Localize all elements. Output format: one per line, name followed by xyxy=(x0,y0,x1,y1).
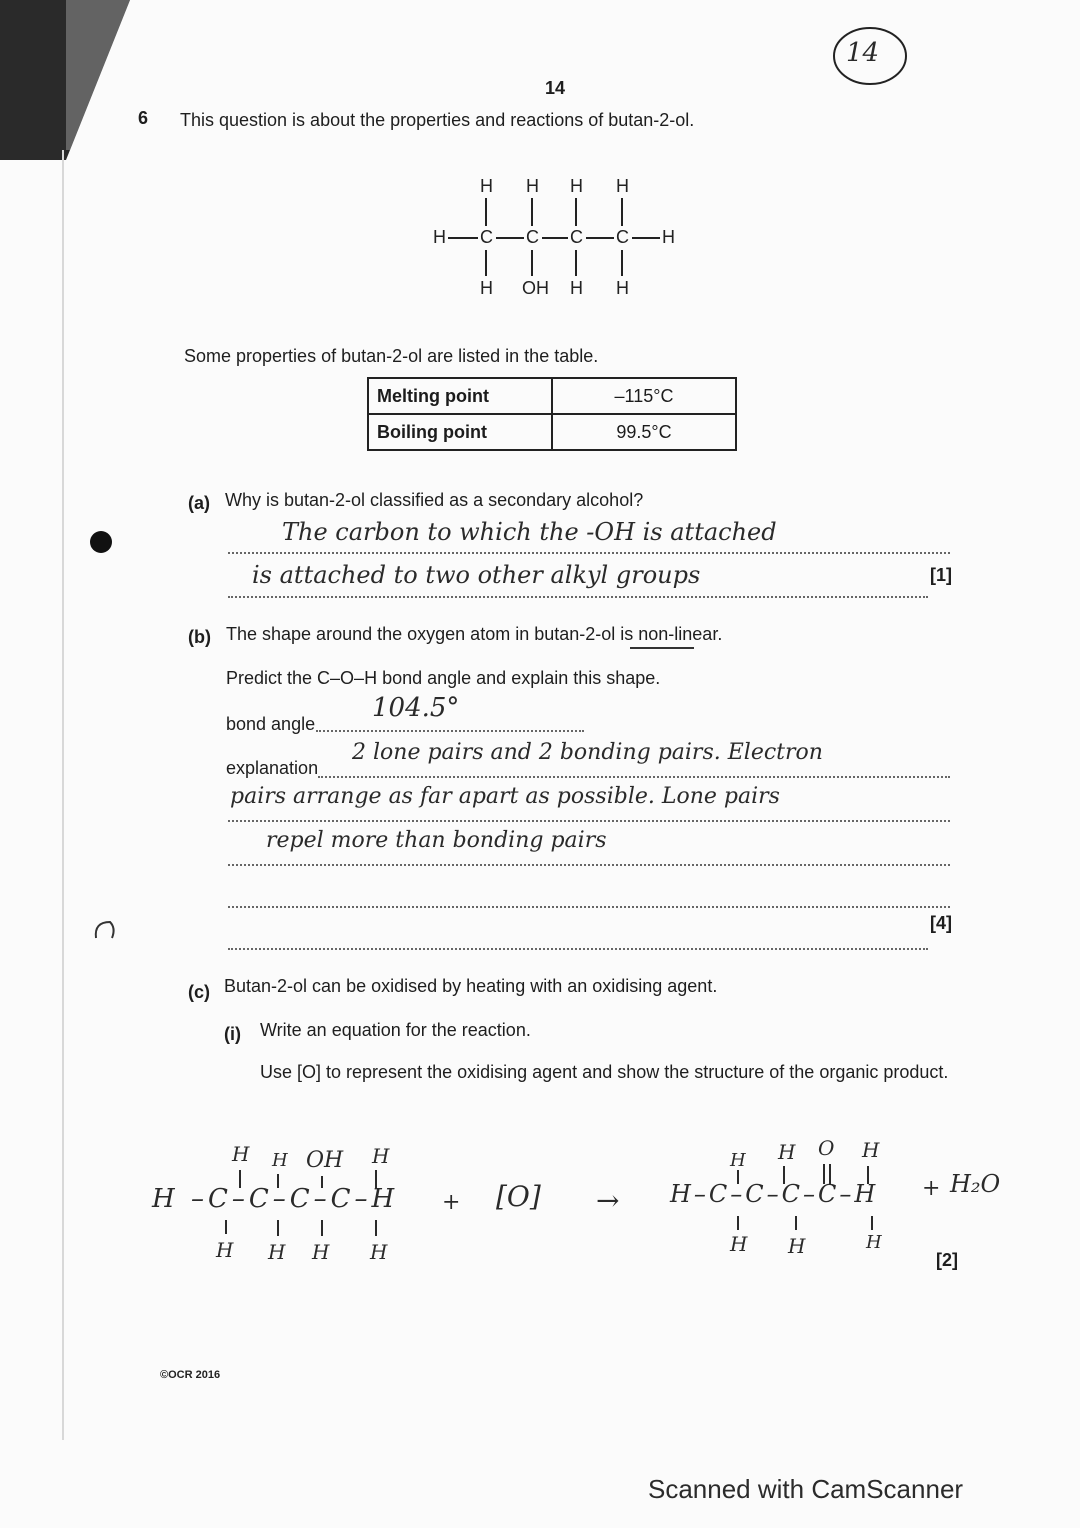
table-property: Boiling point xyxy=(368,414,552,450)
structure-top-h3: H xyxy=(570,176,583,196)
product-top-o: O xyxy=(818,1136,835,1160)
product-bottom-h3: H xyxy=(866,1232,882,1253)
scan-left-border xyxy=(62,150,64,1440)
answer-line xyxy=(228,906,950,908)
table-row xyxy=(368,414,736,450)
properties-table xyxy=(367,377,737,451)
water: H₂O xyxy=(950,1170,1001,1198)
part-b-prompt: Predict the C–O–H bond angle and explain this shape. xyxy=(226,668,661,688)
structure-right-h: H xyxy=(662,227,675,247)
structure-bottom-h3: H xyxy=(570,278,583,298)
structure-top-h2: H xyxy=(526,176,539,196)
page-number: 14 xyxy=(545,78,566,98)
plus-sign: + xyxy=(442,1190,461,1215)
explanation-line1: 2 lone pairs and 2 bonding pairs. Electron xyxy=(352,740,823,765)
part-c-label: (c) xyxy=(188,982,210,1002)
structure-bottom-h4: H xyxy=(616,278,629,298)
reactant-bottom-h2: H xyxy=(268,1240,286,1264)
structure-c2: C xyxy=(526,227,539,247)
structure-bonds xyxy=(430,172,690,302)
answer-line xyxy=(316,730,584,732)
reactant-bonds xyxy=(150,1140,430,1270)
reactant-bottom-h3: H xyxy=(312,1240,330,1264)
product-bottom-h1: H xyxy=(730,1232,748,1256)
table-row xyxy=(368,378,736,414)
product-bottom-h2: H xyxy=(788,1234,806,1258)
plus-sign: + xyxy=(922,1176,941,1201)
camscanner-watermark: Scanned with CamScanner xyxy=(648,1474,964,1504)
reactant-bottom-h4: H xyxy=(370,1240,388,1264)
structure-left-h: H xyxy=(433,227,446,247)
product-chain: H–C–C–C–C–H xyxy=(670,1180,879,1208)
question-intro: This question is about the properties and reactions of butan-2-ol. xyxy=(180,110,695,130)
answer-line xyxy=(318,776,950,778)
reactant-top-oh: OH xyxy=(306,1148,344,1173)
table-value: 99.5°C xyxy=(552,414,736,450)
part-a-question: Why is butan-2-ol classified as a secondary alcohol? xyxy=(225,490,644,510)
structure-bottom-oh: OH xyxy=(522,278,549,298)
part-a-answer-line2: is attached to two other alkyl groups xyxy=(252,561,701,589)
part-a-marks: [1] xyxy=(930,565,952,585)
part-b-label: (b) xyxy=(188,627,211,647)
part-c-i-instruction: Use [O] to represent the oxidising agent and show the structure of the organic product. xyxy=(260,1062,949,1082)
product-bonds xyxy=(710,1140,910,1270)
structure-bottom-h1: H xyxy=(480,278,493,298)
oxidant: [O] xyxy=(496,1180,541,1213)
reactant-bottom-h1: H xyxy=(216,1238,234,1262)
explanation-line3: repel more than bonding pairs xyxy=(266,828,607,853)
punch-hole-top xyxy=(90,531,112,553)
product-top-h4: H xyxy=(862,1138,880,1162)
part-b-statement: The shape around the oxygen atom in butan-2-ol is non-linear. xyxy=(226,624,723,644)
reactant-top-h1: H xyxy=(232,1142,250,1166)
answer-line xyxy=(228,552,950,554)
copyright: ©OCR 2016 xyxy=(160,1369,221,1381)
reactant-top-h2: H xyxy=(272,1150,288,1171)
question-number: 6 xyxy=(138,108,149,128)
structure-top-h4: H xyxy=(616,176,629,196)
structure-c4: C xyxy=(616,227,629,247)
table-property: Melting point xyxy=(368,378,552,414)
part-c-i-text: Write an equation for the reaction. xyxy=(260,1020,531,1040)
answer-line xyxy=(228,596,928,598)
table-intro: Some properties of butan-2-ol are listed in the table. xyxy=(184,346,599,366)
answer-line xyxy=(228,820,950,822)
reactant-top-h4: H xyxy=(372,1144,390,1168)
part-b-marks: [4] xyxy=(930,913,952,933)
table-value: –115°C xyxy=(552,378,736,414)
part-a-answer-line1: The carbon to which the -OH is attached xyxy=(282,518,777,546)
scan-edge-shadow xyxy=(0,0,140,160)
explanation-line2: pairs arrange as far apart as possible. Lone pairs xyxy=(230,784,780,809)
part-a-label: (a) xyxy=(188,493,210,513)
product-top-h1: H xyxy=(730,1150,746,1171)
reactant-chain: H –C–C–C–C–H xyxy=(152,1184,399,1214)
product-top-h2: H xyxy=(778,1140,796,1164)
part-c-statement: Butan-2-ol can be oxidised by heating with an oxidising agent. xyxy=(224,976,718,996)
non-linear-underline xyxy=(630,647,694,649)
bond-angle-answer: 104.5° xyxy=(372,693,460,723)
structure-top-h1: H xyxy=(480,176,493,196)
answer-line xyxy=(228,864,950,866)
punch-hole-bottom xyxy=(92,918,118,944)
part-c-i-label: (i) xyxy=(224,1024,241,1044)
explanation-label: explanation xyxy=(226,758,319,778)
part-c-marks: [2] xyxy=(936,1250,958,1270)
structure-c1: C xyxy=(480,227,493,247)
structure-c3: C xyxy=(570,227,583,247)
circled-page-number: 14 xyxy=(846,38,880,68)
bond-angle-label: bond angle xyxy=(226,714,316,734)
butan-2-ol-structure xyxy=(430,172,690,302)
answer-line xyxy=(228,948,928,950)
reaction-arrow: → xyxy=(596,1184,620,1217)
